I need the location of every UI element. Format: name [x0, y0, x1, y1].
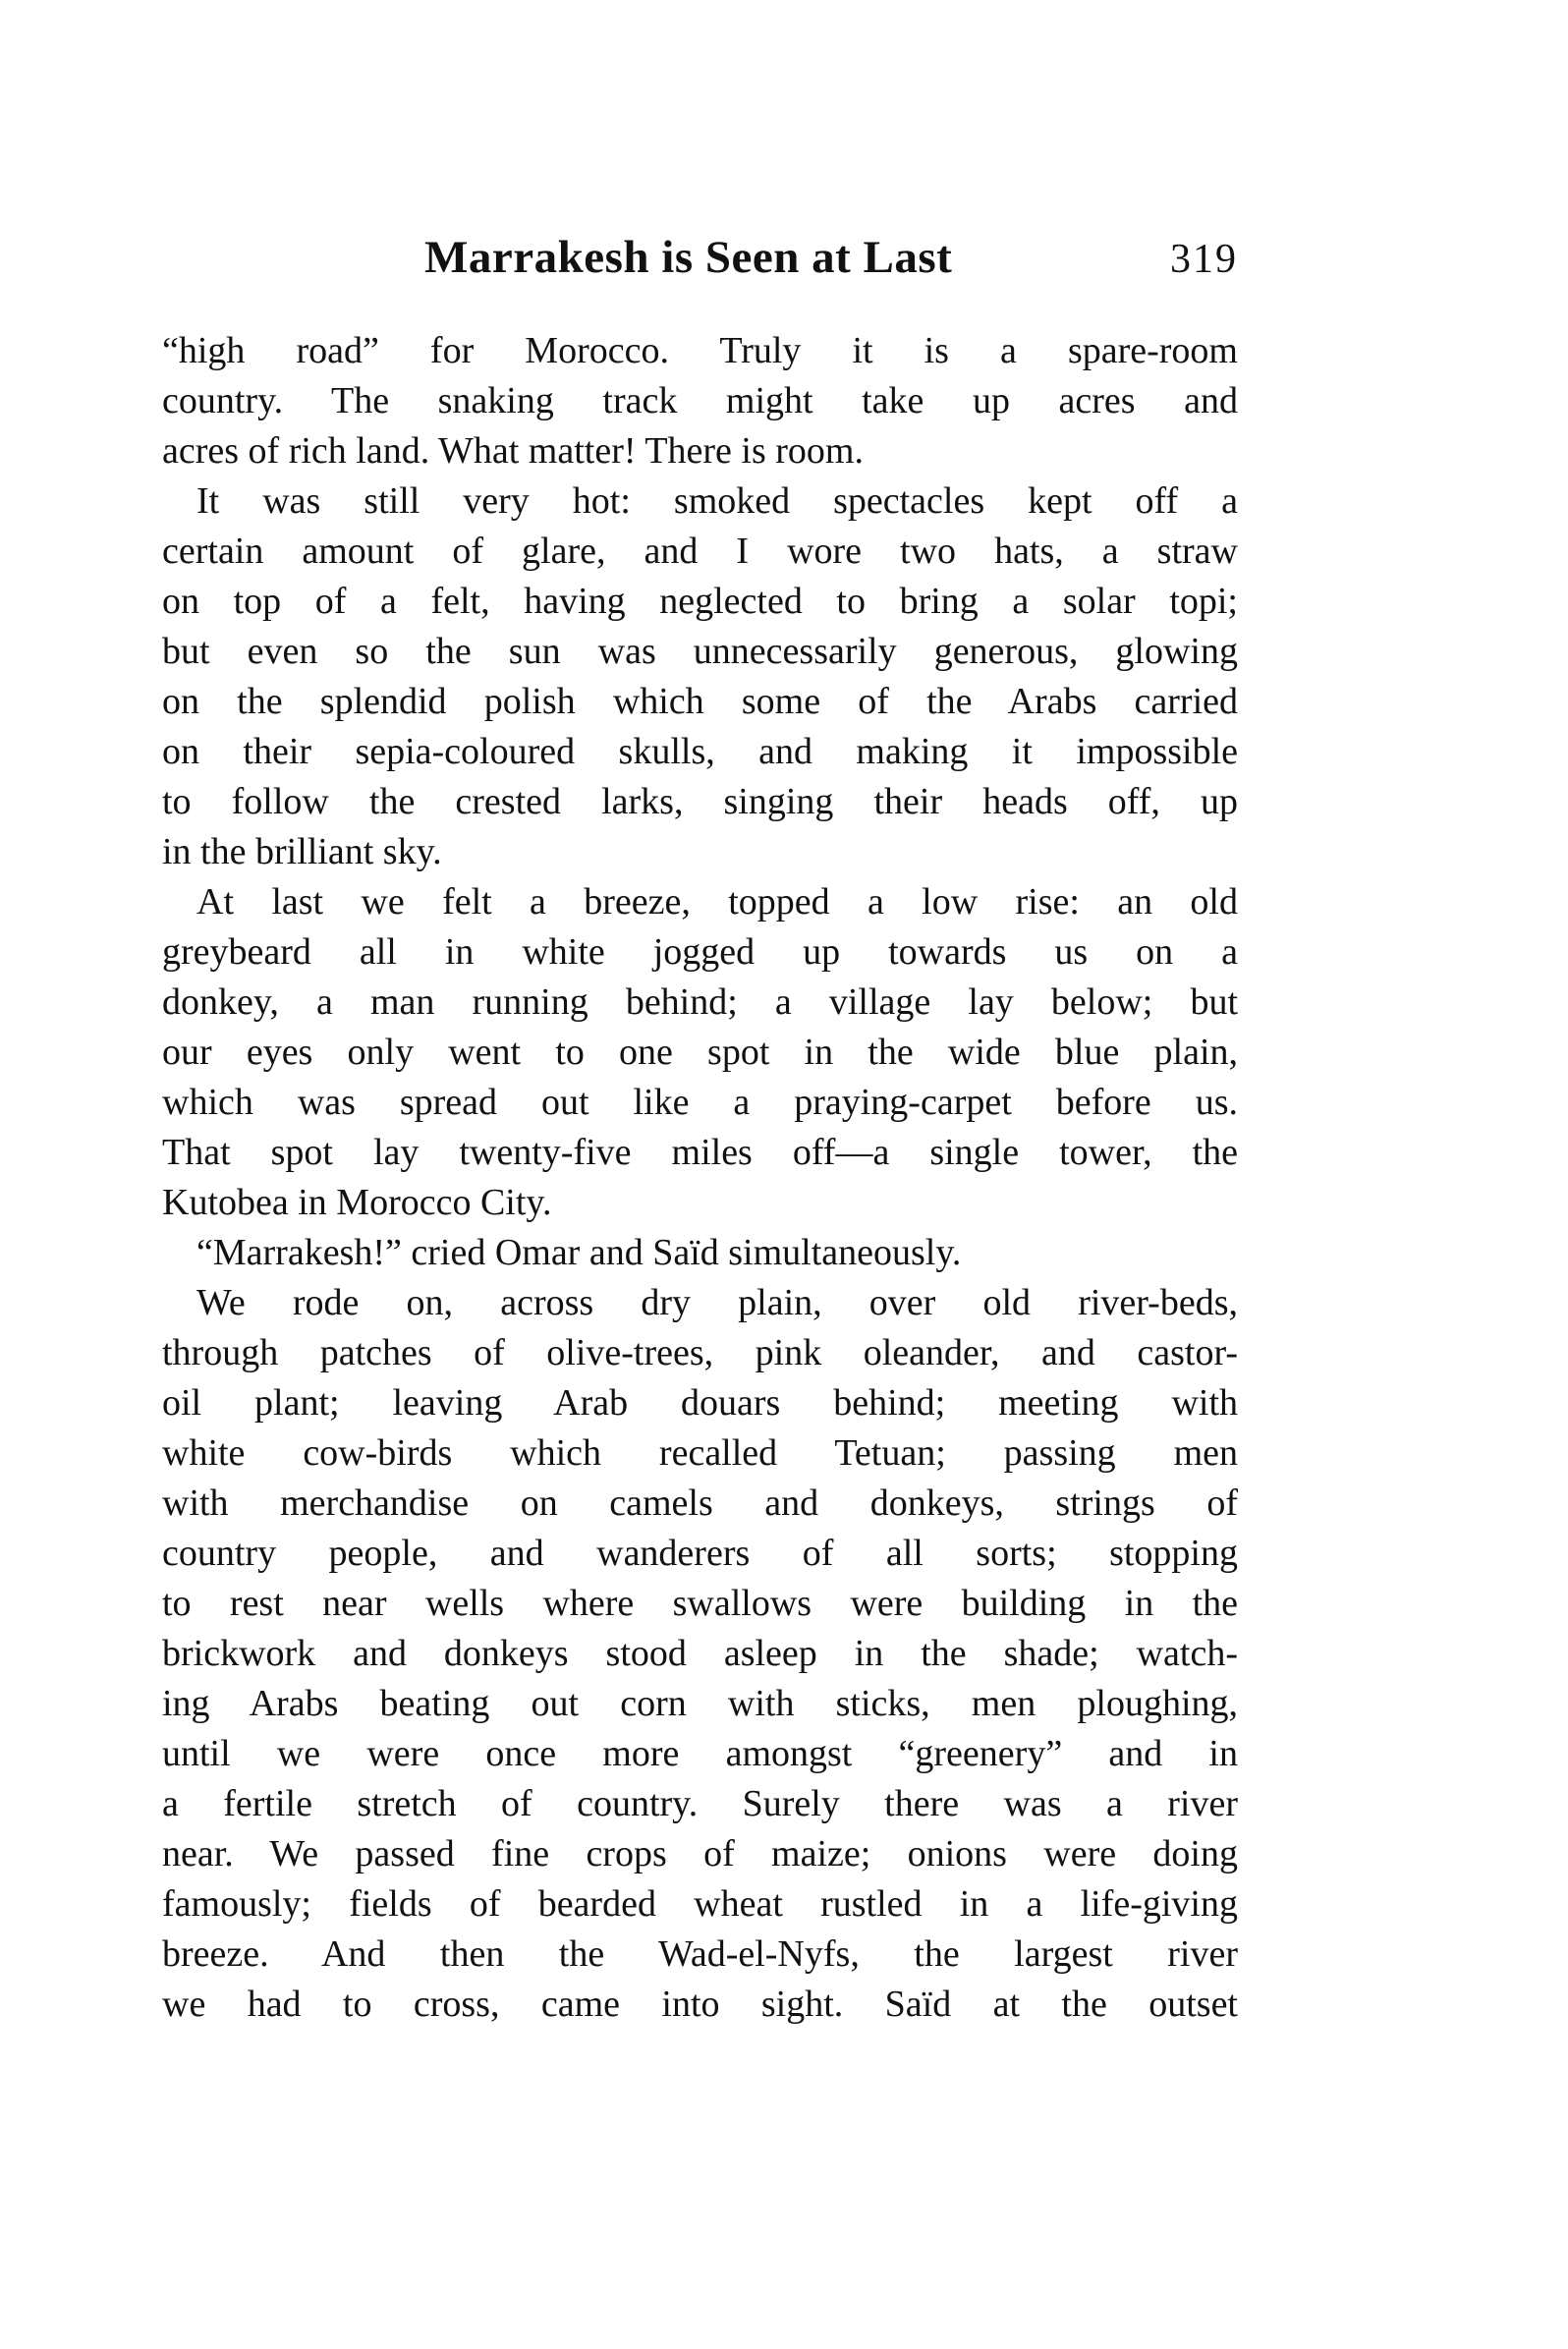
text-line: on their sepia-coloured skulls, and making it impossible	[162, 731, 1238, 772]
text-line: country. The snaking track might take up acres and	[162, 380, 1238, 421]
text-line: breeze. And then the Wad-el-Nyfs, the largest river	[162, 1933, 1238, 1975]
text-line: our eyes only went to one spot in the wide blue plain,	[162, 1032, 1238, 1073]
text-line: ing Arabs beating out corn with sticks, men ploughing,	[162, 1683, 1238, 1724]
text-line: through patches of olive-trees, pink oleander, and castor-	[162, 1332, 1238, 1373]
text-line: on top of a felt, having neglected to bring a solar topi;	[162, 581, 1238, 622]
text-line: We rode on, across dry plain, over old river-beds,	[196, 1282, 1238, 1323]
text-line: we had to cross, came into sight. Saïd at the outset	[162, 1984, 1238, 2025]
text-line: in the brilliant sky.	[162, 831, 442, 872]
text-line: but even so the sun was unnecessarily generous, glowing	[162, 631, 1238, 672]
text-line: on the splendid polish which some of the Arabs carried	[162, 681, 1238, 722]
text-line: to rest near wells where swallows were building in the	[162, 1583, 1238, 1624]
text-line: donkey, a man running behind; a village lay below; but	[162, 981, 1238, 1023]
text-line: greybeard all in white jogged up towards us on a	[162, 931, 1238, 973]
text-line: At last we felt a breeze, topped a low rise: an old	[196, 881, 1238, 923]
body-text	[162, 326, 1238, 2030]
text-line: country people, and wanderers of all sorts; stopping	[162, 1533, 1238, 1574]
page-number: 319	[1170, 237, 1238, 282]
text-line: Kutobea in Morocco City.	[162, 1182, 552, 1223]
text-line: near. We passed fine crops of maize; onions were doing	[162, 1833, 1238, 1874]
text-line: “Marrakesh!” cried Omar and Saïd simultaneously.	[196, 1232, 962, 1273]
text-line: certain amount of glare, and I wore two hats, a straw	[162, 531, 1238, 572]
text-line: until we were once more amongst “greenery” and in	[162, 1733, 1238, 1774]
running-head	[162, 228, 1238, 287]
text-line: brickwork and donkeys stood asleep in the shade; watch-	[162, 1633, 1238, 1674]
text-line: which was spread out like a praying-carpet before us.	[162, 1082, 1238, 1123]
text-line: to follow the crested larks, singing their heads off, up	[162, 781, 1238, 822]
text-line: white cow-birds which recalled Tetuan; passing men	[162, 1432, 1238, 1474]
text-line: a fertile stretch of country. Surely there was a river	[162, 1783, 1238, 1824]
text-line: famously; fields of bearded wheat rustled in a life-giving	[162, 1883, 1238, 1925]
text-line: “high road” for Morocco. Truly it is a spare-room	[162, 330, 1238, 371]
running-title: Marrakesh is Seen at Last	[424, 232, 953, 283]
text-line: with merchandise on camels and donkeys, strings of	[162, 1482, 1238, 1524]
text-line: It was still very hot: smoked spectacles kept off a	[196, 480, 1238, 522]
text-line: acres of rich land. What matter! There is room.	[162, 430, 864, 472]
text-line: That spot lay twenty-five miles off—a single tower, the	[162, 1132, 1238, 1173]
text-line: oil plant; leaving Arab douars behind; meeting with	[162, 1382, 1238, 1424]
